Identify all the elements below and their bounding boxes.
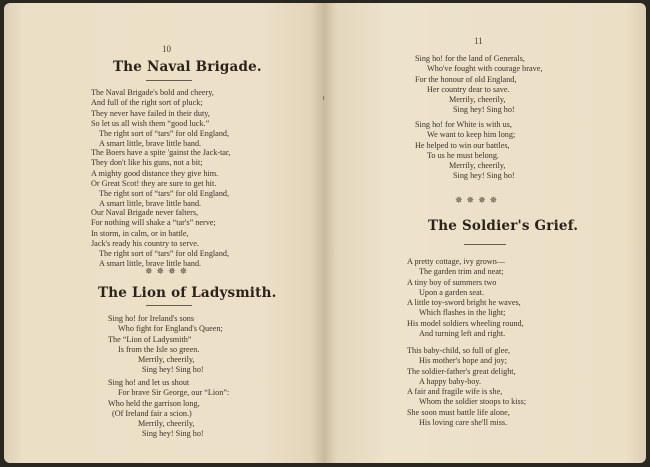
ornament-divider: ✵✵✵✵ — [455, 195, 502, 205]
verse-line: Merrily, cheerily, — [138, 419, 195, 429]
verse-line: Or Great Scot! they are sure to get hit. — [91, 178, 217, 188]
verse-line: A smart little, brave little band. — [99, 199, 202, 209]
verse-line: So let us all wish them “good luck.” — [91, 118, 210, 128]
title-rule — [464, 244, 506, 245]
verse-line: A tiny boy of summers two — [407, 277, 497, 287]
verse-line: Upon a garden seat. — [419, 287, 485, 297]
stanza-grief-1 — [407, 257, 524, 339]
verse-line: He helped to win our battles, — [415, 140, 510, 150]
verse-line: Which flashes in the light; — [419, 308, 506, 318]
page-number-right: 11 — [474, 36, 483, 46]
verse-line: His mother's hope and joy; — [419, 356, 507, 366]
verse-line: Sing ho! for Ireland's sons — [108, 314, 195, 323]
verse-line: A mighty good distance they give him. — [91, 168, 219, 178]
verse-line: Sing ho! for the land of Generals, — [415, 54, 525, 63]
verse-line: She soon must battle life alone, — [407, 407, 510, 417]
verse-line: A smart little, brave little band. — [99, 259, 202, 269]
stanza-naval-1 — [91, 88, 229, 150]
verse-line: They don't like his guns, not a bit; — [91, 158, 203, 168]
verse-line: Merrily, cheerily, — [449, 161, 506, 171]
verse-line: Who fight for England's Queen; — [118, 324, 223, 334]
verse-line: The soldier-father's great delight, — [407, 366, 516, 376]
title-rule — [146, 80, 192, 81]
verse-line: The right sort of “tars” for old England, — [99, 129, 230, 139]
verse-line: The “Lion of Ladysmith” — [108, 334, 192, 344]
verse-line: Jack's ready his country to serve. — [91, 238, 199, 248]
verse-line: The Naval Brigade's bold and cheery, — [91, 88, 214, 97]
verse-line: A little toy-sword bright he waves, — [407, 298, 521, 308]
stanza-grief-2 — [407, 346, 526, 428]
verse-line: A fair and fragile wife is she, — [407, 387, 503, 397]
verse-line: The right sort of “tars” for old England, — [99, 249, 230, 259]
verse-line: Sing hey! Sing ho! — [453, 105, 515, 115]
verse-line: For the honour of old England, — [415, 74, 517, 84]
verse-line: His loving care she'll miss. — [419, 418, 508, 428]
verse-line: Whom the soldier stoops to kiss; — [419, 397, 527, 407]
verse-line: The garden trim and neat; — [419, 267, 504, 277]
verse-line: And full of the right sort of pluck; — [91, 98, 203, 108]
verse-line: To us he must belong. — [427, 150, 499, 160]
verse-line: Who held the garrison long, — [108, 398, 200, 408]
verse-line: For brave Sir George, our “Lion”: — [118, 388, 230, 398]
page-number-left: 10 — [162, 44, 171, 54]
verse-line: A smart little, brave little band. — [99, 139, 202, 149]
title-rule — [146, 305, 192, 306]
verse-line: The Boers have a spite 'gainst the Jack-tar, — [91, 148, 231, 157]
stanza-lion-3 — [415, 54, 542, 116]
verse-line: Our Naval Brigade never falters, — [91, 208, 199, 217]
verse-line: And turning left and right. — [419, 329, 506, 339]
verse-line: Her country dear to save. — [427, 84, 510, 94]
stanza-naval-2 — [91, 148, 230, 210]
verse-line: Sing ho! and let us shout — [108, 378, 190, 387]
verse-line: In storm, in calm, or in battle, — [91, 228, 189, 238]
verse-line: The right sort of “tars” for old England, — [99, 189, 230, 199]
verse-line: Merrily, cheerily, — [449, 95, 506, 105]
stanza-lion-2 — [108, 378, 229, 440]
verse-line: We want to keep him long; — [427, 130, 516, 140]
ornament-divider: ✵✵✵✵ — [145, 266, 192, 276]
verse-line: Who've fought with courage brave, — [427, 64, 543, 74]
poem-title-lion-of-ladysmith: The Lion of Ladysmith. — [98, 285, 277, 301]
verse-line: Merrily, cheerily, — [138, 355, 195, 365]
verse-line: Sing hey! Sing ho! — [453, 171, 515, 181]
verse-line: For nothing will shake a “tar's” nerve; — [91, 218, 216, 228]
verse-line: Sing hey! Sing ho! — [142, 365, 204, 375]
stanza-lion-4 — [415, 120, 515, 182]
verse-line: Sing hey! Sing ho! — [142, 429, 204, 439]
poem-title-soldiers-grief: The Soldier's Grief. — [428, 218, 579, 234]
verse-line: This baby-child, so full of glee, — [407, 346, 511, 355]
verse-line: Is from the Isle so green. — [118, 344, 200, 354]
verse-line: A happy baby-boy. — [419, 376, 482, 386]
verse-line: They never have failed in their duty, — [91, 108, 210, 118]
verse-line: Sing ho! for White is with us, — [415, 120, 512, 129]
verse-line: His model soldiers wheeling round, — [407, 318, 524, 328]
verse-line: (Of Ireland fair a scion.) — [112, 408, 192, 418]
verse-line: A pretty cottage, ivy grown— — [407, 257, 506, 266]
stanza-naval-3 — [91, 208, 229, 270]
poem-title-naval-brigade: The Naval Brigade. — [113, 59, 262, 75]
stanza-lion-1 — [108, 314, 223, 376]
